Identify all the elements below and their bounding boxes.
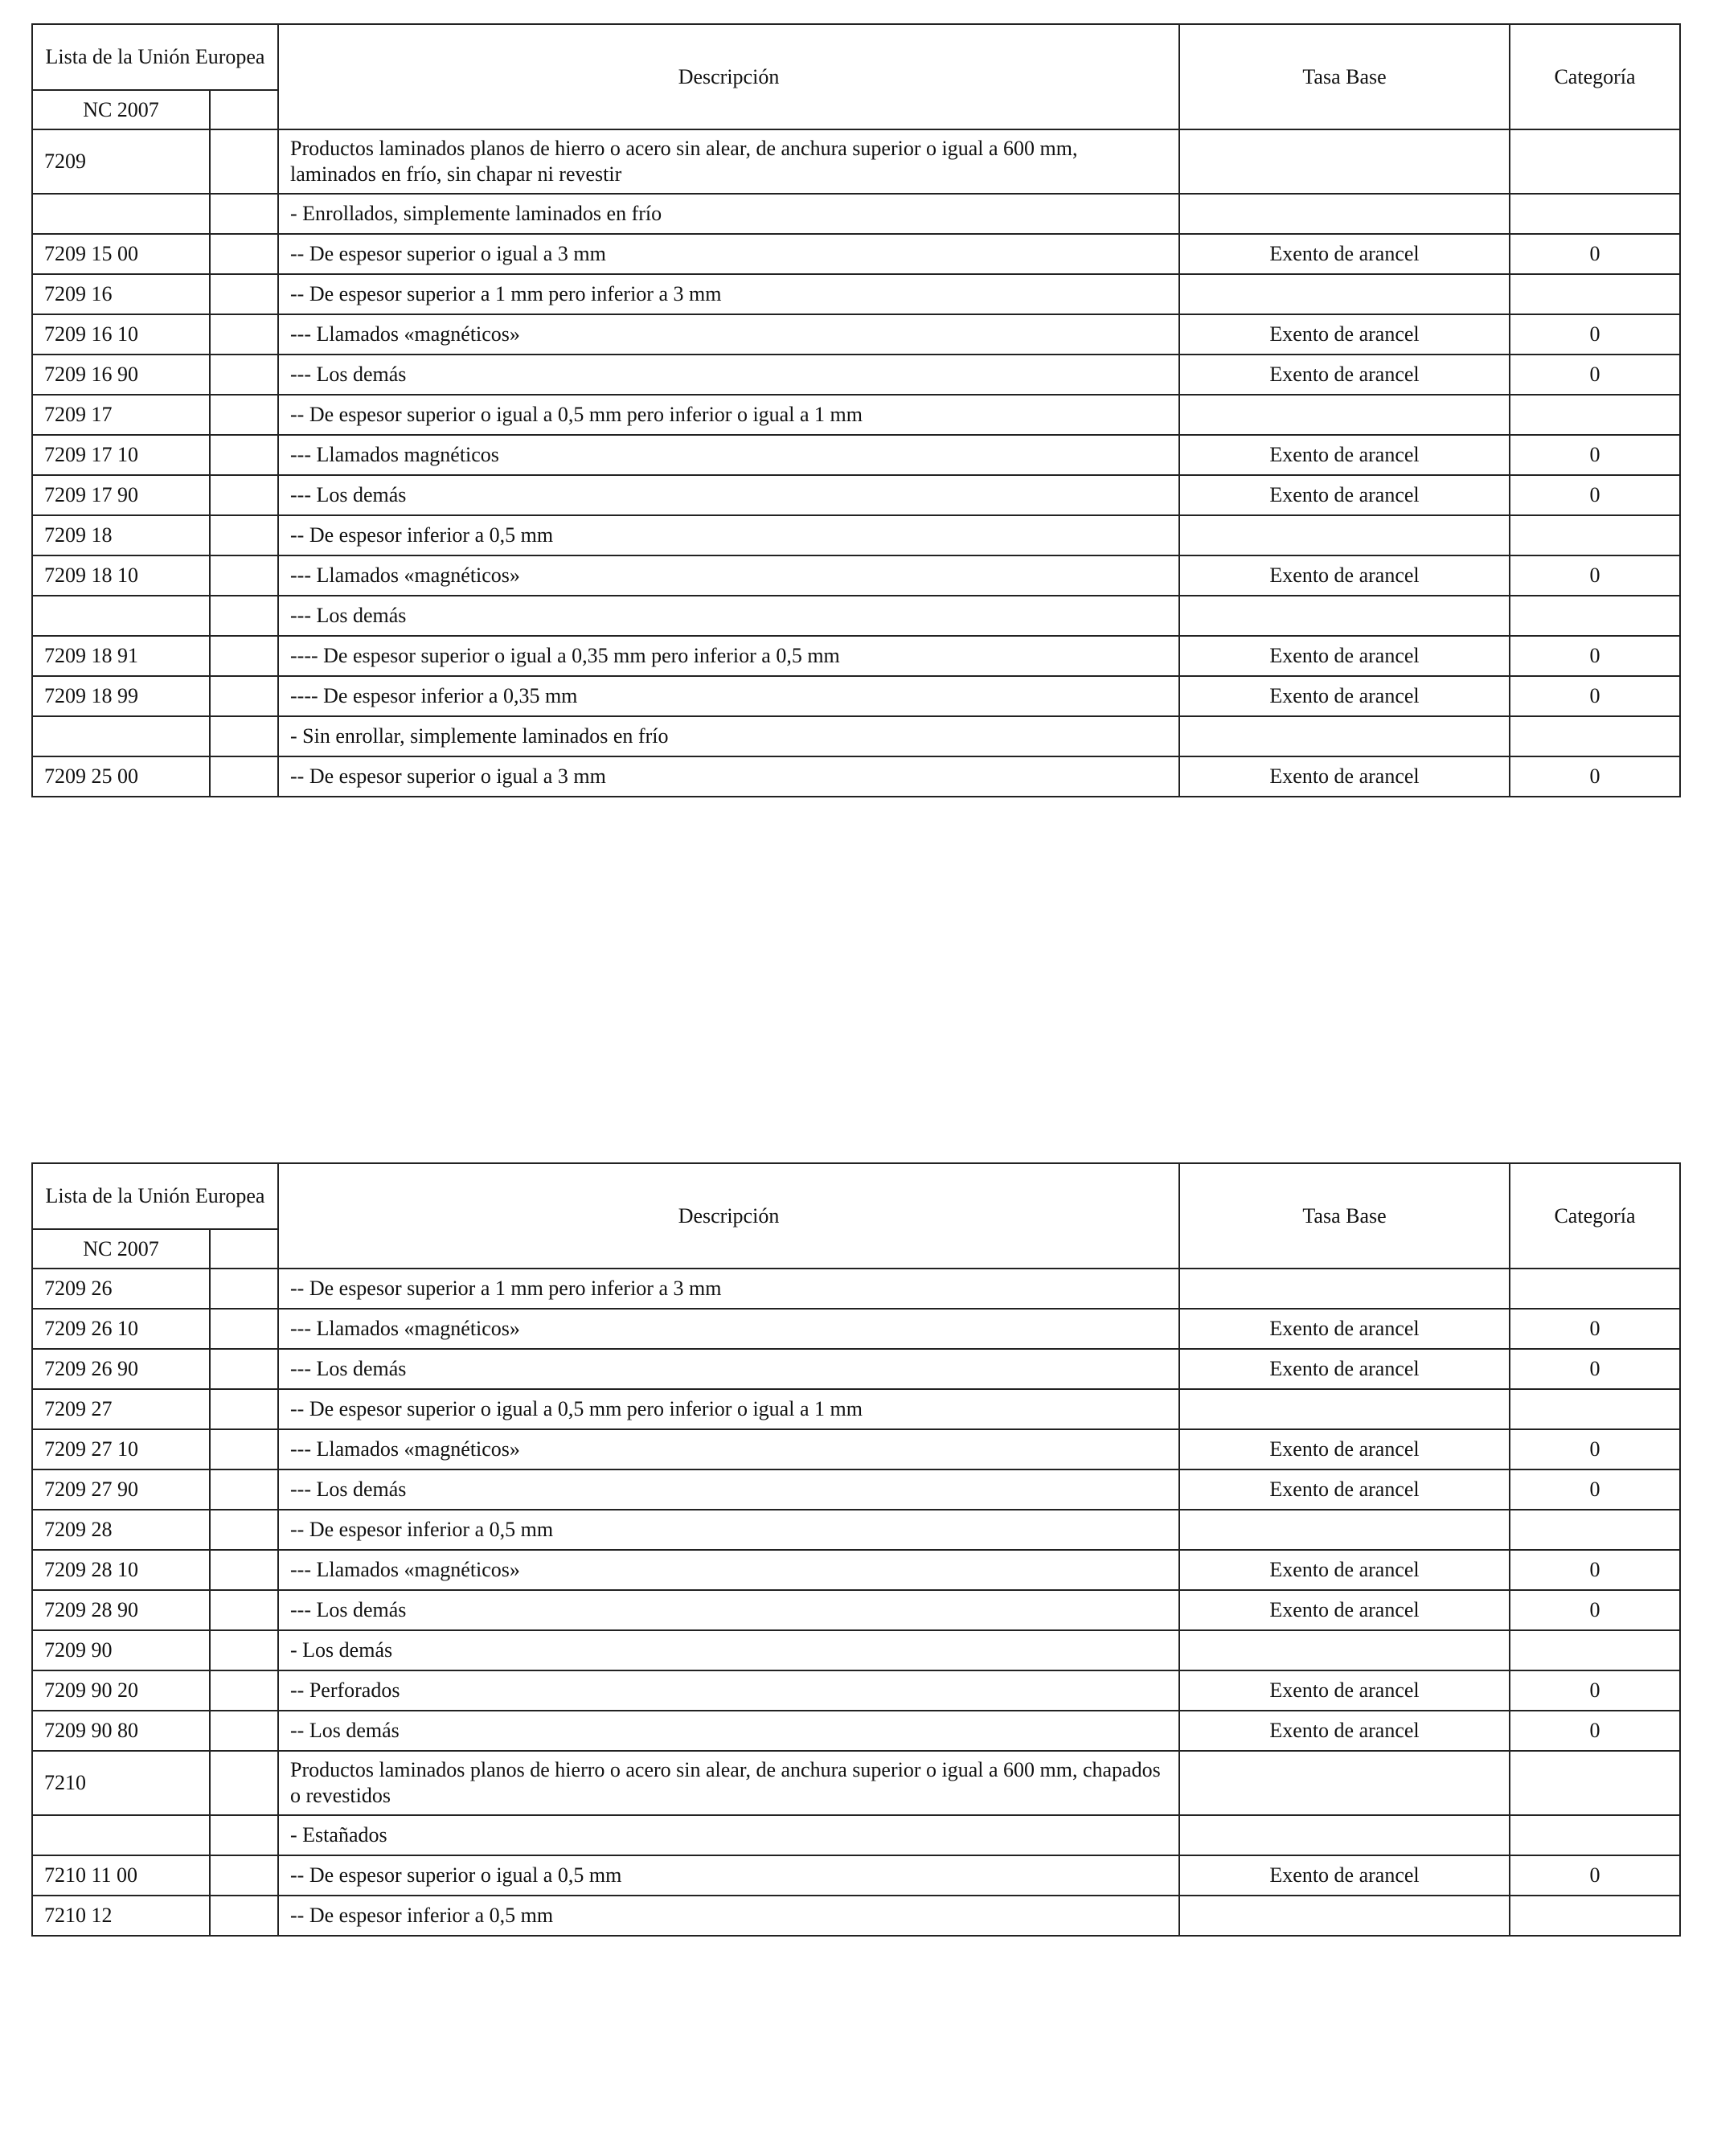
category-cell: 0 <box>1510 1469 1680 1510</box>
base-rate-cell: Exento de arancel <box>1179 355 1510 395</box>
base-rate-cell: Exento de arancel <box>1179 1855 1510 1896</box>
blank-cell <box>210 1469 278 1510</box>
base-rate-cell <box>1179 1751 1510 1815</box>
blank-cell <box>210 1855 278 1896</box>
table-row <box>32 1469 1680 1510</box>
category-cell: 0 <box>1510 1309 1680 1349</box>
tariff-code-cell: 7209 17 <box>32 395 210 435</box>
description-cell: --- Llamados «magnéticos» <box>278 1309 1179 1349</box>
category-cell: 0 <box>1510 756 1680 797</box>
blank-cell <box>210 596 278 636</box>
blank-cell <box>210 1630 278 1670</box>
table-row <box>32 555 1680 596</box>
base-rate-cell: Exento de arancel <box>1179 314 1510 355</box>
blank-cell <box>210 314 278 355</box>
table-row <box>32 1815 1680 1855</box>
tariff-code-cell <box>32 596 210 636</box>
base-rate-cell <box>1179 1269 1510 1309</box>
category-cell <box>1510 716 1680 756</box>
category-cell: 0 <box>1510 555 1680 596</box>
description-cell: Productos laminados planos de hierro o acero sin alear, de anchura superior o igual a 600 mm, chapados o revestidos <box>278 1751 1179 1815</box>
category-cell: 0 <box>1510 1855 1680 1896</box>
base-rate-cell: Exento de arancel <box>1179 1429 1510 1469</box>
description-cell: --- Llamados magnéticos <box>278 435 1179 475</box>
tariff-code-cell: 7209 16 90 <box>32 355 210 395</box>
category-cell: 0 <box>1510 1349 1680 1389</box>
header-row-top <box>32 24 1680 90</box>
blank-cell <box>210 1550 278 1590</box>
table-row <box>32 1670 1680 1711</box>
tariff-code-cell: 7209 28 10 <box>32 1550 210 1590</box>
category-cell: 0 <box>1510 676 1680 716</box>
description-cell: --- Llamados «magnéticos» <box>278 555 1179 596</box>
base-rate-cell: Exento de arancel <box>1179 475 1510 515</box>
blank-cell <box>210 1510 278 1550</box>
header-category: Categoría <box>1510 24 1680 129</box>
base-rate-cell: Exento de arancel <box>1179 234 1510 274</box>
table-row <box>32 1751 1680 1815</box>
description-cell: -- De espesor superior o igual a 3 mm <box>278 756 1179 797</box>
base-rate-cell <box>1179 194 1510 234</box>
category-cell: 0 <box>1510 435 1680 475</box>
base-rate-cell: Exento de arancel <box>1179 1469 1510 1510</box>
tariff-code-cell: 7209 25 00 <box>32 756 210 797</box>
table-row <box>32 395 1680 435</box>
table-row <box>32 515 1680 555</box>
tariff-code-cell: 7209 15 00 <box>32 234 210 274</box>
category-cell <box>1510 1751 1680 1815</box>
category-cell <box>1510 596 1680 636</box>
header-description: Descripción <box>278 24 1179 129</box>
table-row <box>32 676 1680 716</box>
category-cell: 0 <box>1510 1711 1680 1751</box>
blank-cell <box>210 234 278 274</box>
tariff-code-cell: 7209 90 80 <box>32 1711 210 1751</box>
category-cell <box>1510 1815 1680 1855</box>
category-cell: 0 <box>1510 636 1680 676</box>
base-rate-cell: Exento de arancel <box>1179 636 1510 676</box>
base-rate-cell: Exento de arancel <box>1179 1590 1510 1630</box>
tariff-code-cell <box>32 194 210 234</box>
description-cell: - Enrollados, simplemente laminados en frío <box>278 194 1179 234</box>
category-cell <box>1510 1389 1680 1429</box>
base-rate-cell: Exento de arancel <box>1179 1309 1510 1349</box>
blank-cell <box>210 1815 278 1855</box>
description-cell: -- Los demás <box>278 1711 1179 1751</box>
base-rate-cell <box>1179 1815 1510 1855</box>
tariff-code-cell: 7209 90 <box>32 1630 210 1670</box>
table-row <box>32 274 1680 314</box>
table-row <box>32 234 1680 274</box>
table-row <box>32 1269 1680 1309</box>
table-row <box>32 1510 1680 1550</box>
blank-cell <box>210 1309 278 1349</box>
category-cell <box>1510 194 1680 234</box>
blank-cell <box>210 435 278 475</box>
blank-cell <box>210 274 278 314</box>
table-row <box>32 355 1680 395</box>
description-cell: --- Los demás <box>278 596 1179 636</box>
description-cell: --- Los demás <box>278 1349 1179 1389</box>
blank-cell <box>210 1670 278 1711</box>
tariff-code-cell: 7209 18 91 <box>32 636 210 676</box>
header-nc-label: NC 2007 <box>32 90 210 129</box>
table-1-body <box>32 24 1680 797</box>
category-cell <box>1510 515 1680 555</box>
description-cell: --- Los demás <box>278 1469 1179 1510</box>
blank-cell <box>210 395 278 435</box>
category-cell: 0 <box>1510 234 1680 274</box>
header-blank-cell <box>210 90 278 129</box>
tariff-code-cell: 7209 26 90 <box>32 1349 210 1389</box>
category-cell <box>1510 1630 1680 1670</box>
description-cell: --- Los demás <box>278 475 1179 515</box>
table-row <box>32 1896 1680 1936</box>
header-base-rate: Tasa Base <box>1179 1163 1510 1269</box>
table-row <box>32 129 1680 194</box>
category-cell <box>1510 1269 1680 1309</box>
tariff-code-cell: 7209 27 10 <box>32 1429 210 1469</box>
blank-cell <box>210 555 278 596</box>
description-cell: -- De espesor inferior a 0,5 mm <box>278 1896 1179 1936</box>
blank-cell <box>210 1269 278 1309</box>
tariff-table-2 <box>31 1162 1681 1937</box>
tariff-code-cell: 7209 16 10 <box>32 314 210 355</box>
tariff-code-cell: 7209 26 <box>32 1269 210 1309</box>
base-rate-cell: Exento de arancel <box>1179 555 1510 596</box>
blank-cell <box>210 1429 278 1469</box>
tariff-code-cell: 7209 90 20 <box>32 1670 210 1711</box>
description-cell: ---- De espesor inferior a 0,35 mm <box>278 676 1179 716</box>
category-cell: 0 <box>1510 355 1680 395</box>
description-cell: -- De espesor inferior a 0,5 mm <box>278 515 1179 555</box>
base-rate-cell <box>1179 596 1510 636</box>
header-blank-cell <box>210 1229 278 1269</box>
table-row <box>32 435 1680 475</box>
blank-cell <box>210 355 278 395</box>
blank-cell <box>210 475 278 515</box>
tariff-code-cell: 7209 28 90 <box>32 1590 210 1630</box>
base-rate-cell <box>1179 515 1510 555</box>
base-rate-cell <box>1179 716 1510 756</box>
header-description: Descripción <box>278 1163 1179 1269</box>
tariff-code-cell: 7209 17 90 <box>32 475 210 515</box>
base-rate-cell <box>1179 395 1510 435</box>
table-row <box>32 1630 1680 1670</box>
base-rate-cell <box>1179 274 1510 314</box>
description-cell: -- De espesor inferior a 0,5 mm <box>278 1510 1179 1550</box>
category-cell: 0 <box>1510 1429 1680 1469</box>
table-row <box>32 1550 1680 1590</box>
table-row <box>32 1590 1680 1630</box>
tariff-code-cell: 7209 18 <box>32 515 210 555</box>
tariff-code-cell: 7209 <box>32 129 210 194</box>
base-rate-cell: Exento de arancel <box>1179 676 1510 716</box>
base-rate-cell: Exento de arancel <box>1179 1550 1510 1590</box>
blank-cell <box>210 676 278 716</box>
description-cell: - Sin enrollar, simplemente laminados en frío <box>278 716 1179 756</box>
table-row <box>32 1389 1680 1429</box>
blank-cell <box>210 1389 278 1429</box>
category-cell: 0 <box>1510 314 1680 355</box>
blank-cell <box>210 515 278 555</box>
blank-cell <box>210 1349 278 1389</box>
base-rate-cell <box>1179 1389 1510 1429</box>
table-row <box>32 1429 1680 1469</box>
blank-cell <box>210 129 278 194</box>
table-row <box>32 596 1680 636</box>
category-cell: 0 <box>1510 1550 1680 1590</box>
header-row-top <box>32 1163 1680 1229</box>
table-row <box>32 1711 1680 1751</box>
tariff-table-1 <box>31 23 1681 797</box>
blank-cell <box>210 756 278 797</box>
blank-cell <box>210 1711 278 1751</box>
table-row <box>32 194 1680 234</box>
blank-cell <box>210 1590 278 1630</box>
blank-cell <box>210 1751 278 1815</box>
tariff-code-cell: 7209 26 10 <box>32 1309 210 1349</box>
tariff-code-cell: 7210 <box>32 1751 210 1815</box>
category-cell: 0 <box>1510 475 1680 515</box>
base-rate-cell <box>1179 129 1510 194</box>
table-2-body <box>32 1163 1680 1936</box>
table-row <box>32 756 1680 797</box>
description-cell: -- De espesor superior o igual a 3 mm <box>278 234 1179 274</box>
category-cell <box>1510 1896 1680 1936</box>
description-cell: -- De espesor superior o igual a 0,5 mm pero inferior o igual a 1 mm <box>278 395 1179 435</box>
description-cell: -- De espesor superior a 1 mm pero inferior a 3 mm <box>278 1269 1179 1309</box>
description-cell: -- De espesor superior o igual a 0,5 mm pero inferior o igual a 1 mm <box>278 1389 1179 1429</box>
table-row <box>32 1349 1680 1389</box>
tariff-code-cell: 7209 18 99 <box>32 676 210 716</box>
category-cell <box>1510 395 1680 435</box>
tariff-code-cell: 7209 28 <box>32 1510 210 1550</box>
tariff-code-cell: 7210 12 <box>32 1896 210 1936</box>
description-cell: -- De espesor superior a 1 mm pero inferior a 3 mm <box>278 274 1179 314</box>
category-cell <box>1510 129 1680 194</box>
base-rate-cell: Exento de arancel <box>1179 1670 1510 1711</box>
description-cell: - Estañados <box>278 1815 1179 1855</box>
base-rate-cell <box>1179 1630 1510 1670</box>
base-rate-cell: Exento de arancel <box>1179 1711 1510 1751</box>
tariff-code-cell <box>32 1815 210 1855</box>
description-cell: -- Perforados <box>278 1670 1179 1711</box>
base-rate-cell: Exento de arancel <box>1179 756 1510 797</box>
header-list-label: Lista de la Unión Europea <box>32 24 278 90</box>
description-cell: --- Llamados «magnéticos» <box>278 1429 1179 1469</box>
table-row <box>32 475 1680 515</box>
description-cell: --- Los demás <box>278 1590 1179 1630</box>
tariff-code-cell: 7209 16 <box>32 274 210 314</box>
base-rate-cell <box>1179 1896 1510 1936</box>
description-cell: - Los demás <box>278 1630 1179 1670</box>
table-row <box>32 636 1680 676</box>
blank-cell <box>210 716 278 756</box>
tariff-code-cell: 7209 17 10 <box>32 435 210 475</box>
table-row <box>32 314 1680 355</box>
table-row <box>32 1855 1680 1896</box>
blank-cell <box>210 1896 278 1936</box>
tariff-code-cell: 7209 27 90 <box>32 1469 210 1510</box>
blank-cell <box>210 636 278 676</box>
header-base-rate: Tasa Base <box>1179 24 1510 129</box>
table-row <box>32 1309 1680 1349</box>
description-cell: --- Llamados «magnéticos» <box>278 314 1179 355</box>
category-cell <box>1510 1510 1680 1550</box>
header-nc-label: NC 2007 <box>32 1229 210 1269</box>
tariff-code-cell: 7209 18 10 <box>32 555 210 596</box>
base-rate-cell: Exento de arancel <box>1179 1349 1510 1389</box>
header-list-label: Lista de la Unión Europea <box>32 1163 278 1229</box>
description-cell: -- De espesor superior o igual a 0,5 mm <box>278 1855 1179 1896</box>
base-rate-cell <box>1179 1510 1510 1550</box>
category-cell: 0 <box>1510 1670 1680 1711</box>
tariff-code-cell: 7210 11 00 <box>32 1855 210 1896</box>
description-cell: --- Los demás <box>278 355 1179 395</box>
tariff-code-cell: 7209 27 <box>32 1389 210 1429</box>
category-cell: 0 <box>1510 1590 1680 1630</box>
blank-cell <box>210 194 278 234</box>
description-cell: ---- De espesor superior o igual a 0,35 mm pero inferior a 0,5 mm <box>278 636 1179 676</box>
description-cell: --- Llamados «magnéticos» <box>278 1550 1179 1590</box>
base-rate-cell: Exento de arancel <box>1179 435 1510 475</box>
header-category: Categoría <box>1510 1163 1680 1269</box>
description-cell: Productos laminados planos de hierro o acero sin alear, de anchura superior o igual a 600 mm, laminados en frío, sin chapar ni revestir <box>278 129 1179 194</box>
tariff-code-cell <box>32 716 210 756</box>
category-cell <box>1510 274 1680 314</box>
table-row <box>32 716 1680 756</box>
